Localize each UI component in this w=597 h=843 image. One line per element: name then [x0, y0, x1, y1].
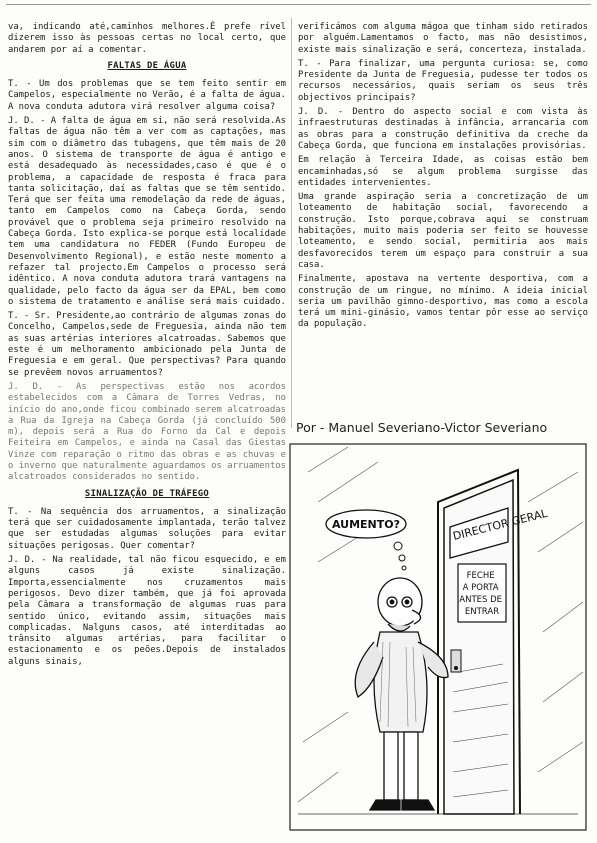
- cartoon-illustration: [288, 442, 588, 832]
- door-notice-text: FECHE A PORTA ANTES DE ENTRAR: [459, 571, 503, 617]
- interview-answer-faded: J. D. - As perspectivas estão nos acordos estabelecidos com a Câmara de Torres Vedras, no início do ano,onde ficou combinado serem alcatroadas a Rua da Igreja na Cabeça Gorda (já concluído 500 m), depois será a Rua do Forno da Cal e depois Feiteira em Campelos, e ainda na Casal das Giestas Vinze com reparação o ritmo das obras e as chuvas e o inverno que naturalmente aguardamos os arruamentos alcatroados considerados no sentido.: [8, 381, 286, 483]
- interview-answer-paragraph: Finalmente, apostava na vertente desportiva, com a construção de um ringue, no mínimo. A ideia inicial seria um pavilhão gimno-desportivo, mas como a escola terá um mini-ginásio, vamos tentar pôr esse ao serviço da população.: [298, 274, 588, 330]
- interview-answer: J. D. - A falta de água em si, não será resolvida.As faltas de água não têm a ver com as captações, mas sim com o diâmetro das tubagens, que têm mais de 20 anos. O sistema de transporte de água é antigo e está desadequado às necessidades,caso é que é o problema, a capacidade de resposta é fraca para tanta solicitação, daí as faltas que se têm sentido. Terá que ser feita uma remodelação da rede de águas, tanto em Campelos como na Cabeça Gorda, sendo provável que o problema seja primeiro resolvido na Cabeça Gorda. Isto explica-se porque está localidade tem uma candidatura no FEDER (Fundo Europeu de Desenvolvimento Regional), e estão neste momento a refazer tal projecto.Em Campelos o processo será idêntico. A nova conduta adutora trará vantagens na qualidade, pelo facto da água ser da EPAL, bem como o sistema de tratamento e análise será mais cuidado.: [8, 116, 286, 307]
- interview-question: T. - Um dos problemas que se tem feito sentir em Campelos, especialmente no Verão, é a falta de água. A nova conduta adutora virá resolver alguma coisa?: [8, 79, 286, 112]
- man-right-shoe: [402, 800, 434, 810]
- man-right-leg: [404, 732, 418, 800]
- interview-question: T. - Para finalizar, uma pergunta curiosa: se, como Presidente da Junta de Freguesia, pudesse ter todos os recursos necessários, quais seriam os seus três objectivos principais?: [298, 58, 588, 103]
- man-coat: [374, 632, 427, 732]
- interview-answer: J. D. - Dentro do aspecto social e com vista às infraestruturas destinadas à infância, arrancaria com as obras para a construção definitiva da creche da Cabeça Gorda, que funciona em instalações provisórias.: [298, 107, 588, 151]
- director-sign-line1: DIRECTOR GERAL: [451, 506, 549, 543]
- speech-bubble-text: AUMENTO?: [331, 518, 401, 531]
- left-column: [8, 22, 286, 671]
- right-column: [298, 22, 588, 334]
- left-intro-paragraph: va, indicando até,caminhos melhores.É prefe rível dizerem isso às pessoas certas no local certo, que andarem por aí a comentar.: [8, 22, 286, 55]
- column-divider: [291, 18, 292, 428]
- interview-question: T. - Sr. Presidente,ao contrário de algumas zonas do Concelho, Campelos,sede de Freguesia, ainda não tem as suas artérias interiores alcatroadas. Sabemos que este é um melhoramento ambicionado pela Junta de Freguesia e em geral. Que perspectivas? Para quando se prevêem novos arruamentos?: [8, 311, 286, 378]
- man-figure: [355, 578, 448, 810]
- page-top-edge: [6, 4, 591, 15]
- man-left-leg: [384, 732, 398, 800]
- interview-answer-paragraph: Em relação à Terceira Idade, as coisas estão bem encaminhadas,só se algum problema surgisse das entidades intervenientes.: [298, 155, 588, 188]
- man-left-shoe: [370, 800, 400, 810]
- interview-question: T. - Na sequência dos arruamentos, a sinalização terá que ser cuidadosamente implantada, terão talvez que ser estudadas algumas soluções para evitar situações perigosas. Quer comentar?: [8, 506, 286, 551]
- interview-answer-paragraph: Uma grande aspiração seria a concretização de um loteamento de habitação social, favorecendo a construção. Isto porque,cobrava aqui se construam habitações, muito mais poderia ser feito se houvesse loteamento, e sendo social, permitiria aos mais desfavorecidos terem um espaço para construir a sua casa.: [298, 192, 588, 270]
- author-byline: Por - Manuel Severiano-Victor Severiano: [296, 420, 548, 435]
- interview-answer-continued: verificámos com alguma mágoa que tinham sido retirados por alguém.Lamentamos o facto, mas não desistimos, existe mais sinalização e será, concerteza, instalada.: [298, 22, 588, 55]
- section-heading-sinalizacao: SINALIZAÇÃO DE TRÁFEGO: [84, 488, 210, 499]
- interview-answer: J. D. - Na realidade, tal não ficou esquecido, e em alguns casos já existe sinalização. Importa,essencialmente nos cruzamentos mais perigosos. Devo dizer também, que já foi aprovada pela Câmara a transformação de algumas ruas para sentido único, evitando assim, situações mais complicadas. Nalguns casos, até interditadas ao trânsito algumas artérias, para facilitar o estacionamento e os peões.Depois de instalados alguns sinais,: [8, 555, 286, 667]
- section-heading-faltas-de-agua: FALTAS DE ÁGUA: [107, 60, 187, 71]
